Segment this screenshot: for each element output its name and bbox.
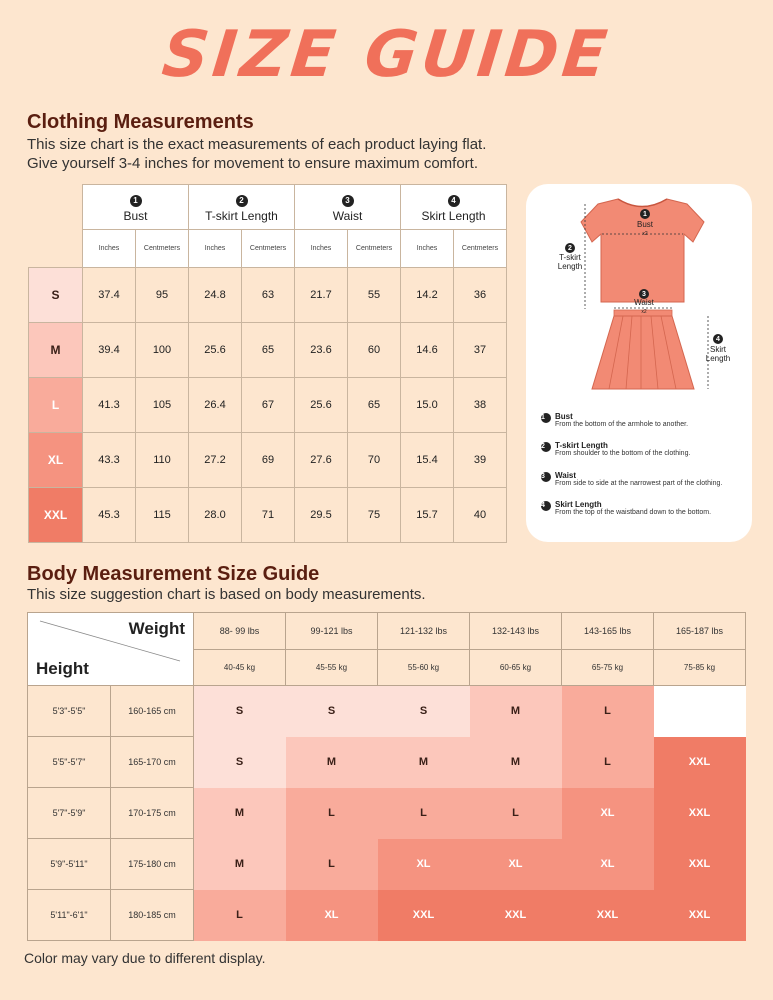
legend-tshirt-length xyxy=(541,441,751,457)
measurement-cell: 63 xyxy=(242,268,295,323)
size-cell: L xyxy=(194,890,286,941)
svg-text:1: 1 xyxy=(643,211,647,218)
col-header-tshirt-length xyxy=(189,185,295,230)
size-cell: XXL xyxy=(654,788,746,839)
weight-lbs-header: 143-165 lbs xyxy=(562,613,654,650)
legend-bust xyxy=(541,412,751,428)
measurement-cell: 23.6 xyxy=(295,323,348,378)
measurement-cell: 25.6 xyxy=(189,323,242,378)
table-row xyxy=(28,890,746,941)
legend-title: Skirt Length xyxy=(555,500,602,509)
size-cell: M xyxy=(194,788,286,839)
weight-lbs-header: 165-187 lbs xyxy=(654,613,746,650)
legend-title: T-skirt Length xyxy=(555,441,608,450)
table-row xyxy=(28,839,746,890)
number-badge: 3 xyxy=(342,195,354,207)
measurement-cell: 67 xyxy=(242,378,295,433)
legend-waist xyxy=(541,471,751,487)
measurement-cell: 14.2 xyxy=(401,268,454,323)
measurement-cell: 15.0 xyxy=(401,378,454,433)
body-desc: This size suggestion chart is based on body measurements. xyxy=(27,586,426,603)
weight-kg-header: 65-75 kg xyxy=(562,650,654,686)
bust-x2: x2 xyxy=(642,231,648,237)
height-label: Height xyxy=(36,659,89,678)
legend-desc: From side to side at the narrowest part of the clothing. xyxy=(555,480,723,487)
measurement-cell: 75 xyxy=(348,488,401,543)
measurement-cell: 115 xyxy=(136,488,189,543)
weight-lbs-header: 99-121 lbs xyxy=(286,613,378,650)
weight-lbs-header: 132-143 lbs xyxy=(470,613,562,650)
height-cm-cell: 165-170 cm xyxy=(111,737,194,788)
table-row xyxy=(29,268,507,323)
measurement-cell: 27.2 xyxy=(189,433,242,488)
measurement-cell: 71 xyxy=(242,488,295,543)
tshirt-label-2: Length xyxy=(557,262,583,271)
weight-kg-header: 45-55 kg xyxy=(286,650,378,686)
height-ft-cell: 5'9"-5'11" xyxy=(28,839,111,890)
clothing-measurements-table xyxy=(28,184,507,543)
size-cell: S xyxy=(286,686,378,737)
clothing-heading: Clothing Measurements xyxy=(27,111,254,133)
measurement-cell: 15.7 xyxy=(401,488,454,543)
legend-desc: From the top of the waistband down to the bottom. xyxy=(555,509,712,516)
height-ft-cell: 5'7"-5'9" xyxy=(28,788,111,839)
skirt-label-1: Skirt xyxy=(710,345,726,354)
size-cell: S xyxy=(378,686,470,737)
height-ft-cell: 5'5"-5'7" xyxy=(28,737,111,788)
unit-inches: Inches xyxy=(295,230,348,268)
measurement-cell: 28.0 xyxy=(189,488,242,543)
legend-title: Bust xyxy=(555,412,573,421)
measurement-cell: 45.3 xyxy=(83,488,136,543)
col-label: Waist xyxy=(332,208,363,223)
height-cm-cell: 160-165 cm xyxy=(111,686,194,737)
number-badge: 1 xyxy=(541,413,551,423)
svg-text:3: 3 xyxy=(642,291,646,298)
measurement-cell: 26.4 xyxy=(189,378,242,433)
unit-cm: Centmeters xyxy=(348,230,401,268)
measurement-cell: 70 xyxy=(348,433,401,488)
number-badge: 4 xyxy=(448,195,460,207)
measurement-cell: 95 xyxy=(136,268,189,323)
col-header-waist xyxy=(295,185,401,230)
measurement-cell: 37 xyxy=(454,323,507,378)
size-cell: XL xyxy=(286,890,378,941)
tshirt-label-1: T-skirt xyxy=(559,253,581,262)
size-cell: M xyxy=(470,686,562,737)
height-cm-cell: 175-180 cm xyxy=(111,839,194,890)
number-badge: 3 xyxy=(541,472,551,482)
body-size-table xyxy=(27,612,746,941)
table-row xyxy=(29,323,507,378)
body-heading: Body Measurement Size Guide xyxy=(27,563,320,585)
garment-diagram xyxy=(526,184,752,404)
measurement-cell: 39 xyxy=(454,433,507,488)
measurement-cell: 24.8 xyxy=(189,268,242,323)
height-ft-cell: 5'11"-6'1" xyxy=(28,890,111,941)
measurement-cell: 25.6 xyxy=(295,378,348,433)
size-label-cell: S xyxy=(29,268,83,323)
col-header-skirt-length xyxy=(401,185,507,230)
measurement-cell: 100 xyxy=(136,323,189,378)
size-cell: XXL xyxy=(562,890,654,941)
legend-title: Waist xyxy=(555,471,577,480)
size-label-cell: M xyxy=(29,323,83,378)
skirt-label-2: Length xyxy=(705,354,731,363)
col-label: Skirt Length xyxy=(421,208,486,223)
page-title: SIZE GUIDE xyxy=(158,18,615,92)
diagram-card xyxy=(526,184,752,542)
measurement-cell: 41.3 xyxy=(83,378,136,433)
size-cell: M xyxy=(194,839,286,890)
number-badge: 2 xyxy=(541,442,551,452)
blank-cell xyxy=(29,230,83,268)
weight-kg-header: 75-85 kg xyxy=(654,650,746,686)
size-cell: M xyxy=(470,737,562,788)
footer-note: Color may vary due to different display. xyxy=(24,950,266,966)
unit-cm: Centmeters xyxy=(454,230,507,268)
measurement-cell: 40 xyxy=(454,488,507,543)
measurement-cell: 36 xyxy=(454,268,507,323)
size-cell: XL xyxy=(470,839,562,890)
weight-kg-header: 40-45 kg xyxy=(194,650,286,686)
weight-lbs-header: 88- 99 lbs xyxy=(194,613,286,650)
measurement-cell: 60 xyxy=(348,323,401,378)
size-cell: L xyxy=(562,686,654,737)
measurement-cell: 65 xyxy=(348,378,401,433)
measurement-cell: 65 xyxy=(242,323,295,378)
table-row xyxy=(28,737,746,788)
legend-skirt-length xyxy=(541,500,751,516)
measurement-cell: 37.4 xyxy=(83,268,136,323)
size-cell: XL xyxy=(562,788,654,839)
size-label-cell: XL xyxy=(29,433,83,488)
size-cell: XXL xyxy=(654,890,746,941)
measurement-cell: 43.3 xyxy=(83,433,136,488)
size-cell: L xyxy=(470,788,562,839)
size-cell: L xyxy=(286,788,378,839)
col-header-bust xyxy=(83,185,189,230)
size-cell: L xyxy=(378,788,470,839)
blank-cell xyxy=(29,185,83,230)
svg-text:2: 2 xyxy=(568,245,572,252)
clothing-desc-2: Give yourself 3-4 inches for movement to ensure maximum comfort. xyxy=(27,155,478,172)
size-label-cell: L xyxy=(29,378,83,433)
weight-kg-header: 60-65 kg xyxy=(470,650,562,686)
skirt-shape xyxy=(592,316,694,389)
measurement-cell: 55 xyxy=(348,268,401,323)
size-label-cell: XXL xyxy=(29,488,83,543)
col-label: T-skirt Length xyxy=(205,208,278,223)
unit-cm: Centmeters xyxy=(242,230,295,268)
height-cm-cell: 170-175 cm xyxy=(111,788,194,839)
col-label: Bust xyxy=(123,208,148,223)
measurement-cell: 15.4 xyxy=(401,433,454,488)
number-badge: 1 xyxy=(130,195,142,207)
weight-height-corner xyxy=(28,613,194,686)
weight-lbs-header: 121-132 lbs xyxy=(378,613,470,650)
size-cell xyxy=(654,686,746,737)
measurement-cell: 14.6 xyxy=(401,323,454,378)
size-cell: L xyxy=(286,839,378,890)
measurement-cell: 38 xyxy=(454,378,507,433)
size-cell: XXL xyxy=(654,839,746,890)
legend-desc: From shoulder to the bottom of the clothing. xyxy=(555,450,691,457)
size-cell: S xyxy=(194,686,286,737)
number-badge: 4 xyxy=(541,501,551,511)
measurement-cell: 110 xyxy=(136,433,189,488)
unit-inches: Inches xyxy=(189,230,242,268)
table-row xyxy=(28,788,746,839)
size-cell: M xyxy=(378,737,470,788)
table-row xyxy=(28,686,746,737)
table-row xyxy=(29,378,507,433)
waist-diagram-label: Waist xyxy=(634,298,654,307)
size-cell: XXL xyxy=(378,890,470,941)
size-cell: XL xyxy=(562,839,654,890)
size-cell: XL xyxy=(378,839,470,890)
measurement-cell: 21.7 xyxy=(295,268,348,323)
measurement-cell: 105 xyxy=(136,378,189,433)
legend-desc: From the bottom of the armhole to another. xyxy=(555,421,689,428)
unit-inches: Inches xyxy=(83,230,136,268)
weight-label: Weight xyxy=(128,619,185,638)
size-cell: M xyxy=(286,737,378,788)
measurement-cell: 29.5 xyxy=(295,488,348,543)
size-cell: L xyxy=(562,737,654,788)
size-cell: XXL xyxy=(654,737,746,788)
height-cm-cell: 180-185 cm xyxy=(111,890,194,941)
unit-cm: Centmeters xyxy=(136,230,189,268)
size-cell: S xyxy=(194,737,286,788)
number-badge: 2 xyxy=(236,195,248,207)
measurement-cell: 69 xyxy=(242,433,295,488)
table-row xyxy=(29,488,507,543)
height-ft-cell: 5'3"-5'5" xyxy=(28,686,111,737)
unit-inches: Inches xyxy=(401,230,454,268)
size-cell: XXL xyxy=(470,890,562,941)
weight-kg-header: 55-60 kg xyxy=(378,650,470,686)
measurement-cell: 39.4 xyxy=(83,323,136,378)
svg-text:4: 4 xyxy=(716,336,720,343)
measurement-cell: 27.6 xyxy=(295,433,348,488)
clothing-desc-1: This size chart is the exact measurements of each product laying flat. xyxy=(27,136,487,153)
waist-x2: x2 xyxy=(641,309,647,315)
bust-diagram-label: Bust xyxy=(636,220,654,229)
table-row xyxy=(29,433,507,488)
